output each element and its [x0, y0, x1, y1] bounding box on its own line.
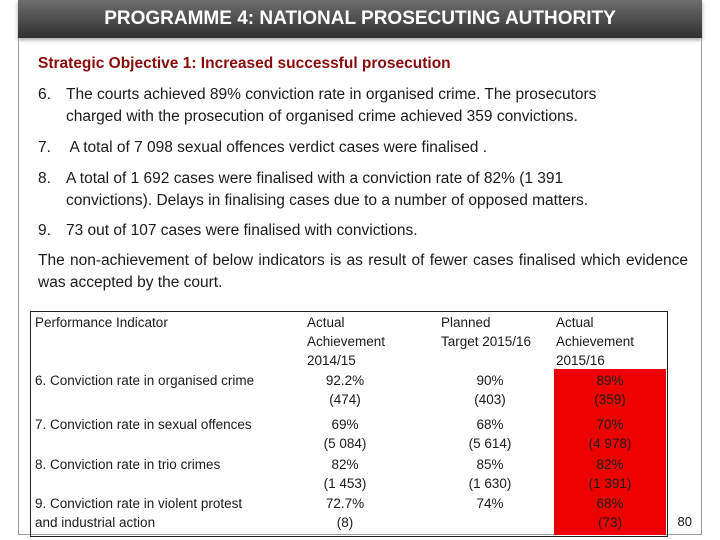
item-text-continued: convictions). Delays in finalising cases due to a number of opposed matters. [66, 192, 589, 209]
header-planned: Planned Target 2015/16 [441, 315, 532, 349]
slide-title: PROGRAMME 4: NATIONAL PROSECUTING AUTHORITY [104, 8, 616, 29]
page-number: 80 [677, 514, 692, 529]
list-item [38, 168, 688, 212]
table-cell-planned: 68% (5 614) [468, 417, 512, 451]
table-cell-actual-prev: 92.2% (474) [325, 373, 365, 407]
item-text: A total of 1 692 cases were finalised with a conviction rate of 82% (1 391 [66, 170, 564, 187]
item-text: The courts achieved 89% conviction rate in organised crime. The prosecutors [66, 86, 597, 103]
table-cell-actual-prev: 69% (5 084) [323, 417, 367, 451]
list-item [38, 220, 688, 242]
list-item [38, 84, 688, 128]
item-text-continued: charged with the prosecution of organised crime achieved 359 convictions. [66, 108, 578, 125]
item-text: A total of 7 098 sexual offences verdict cases were finalised . [66, 139, 488, 156]
header-actual-curr: Actual Achievement 2015/16 [556, 315, 635, 368]
header-actual-prev: Actual Achievement 2014/15 [307, 315, 386, 368]
list-item [38, 137, 688, 159]
table-row-indicator: 9. Conviction rate in violent protest and industrial action [35, 496, 243, 530]
table-cell-planned: 85% (1 630) [468, 457, 512, 491]
table-cell-planned: 90% (403) [474, 373, 506, 407]
table-cell-actual-curr: 68% (73) [596, 496, 624, 530]
item-number: 6. [38, 86, 51, 103]
strategic-objective: Strategic Objective 1: Increased successful prosecution [38, 55, 451, 72]
table-cell-actual-prev: 82% (1 453) [323, 457, 367, 491]
item-number: 9. [38, 222, 51, 239]
item-number: 7. [38, 139, 51, 156]
table-cell-actual-prev: 72.7% (8) [325, 496, 365, 530]
table-cell-actual-curr: 82% (1 391) [588, 457, 632, 491]
table-row-indicator: 7. Conviction rate in sexual offences [35, 417, 252, 432]
table-cell-planned: 74% [476, 496, 504, 511]
explanatory-note: The non-achievement of below indicators is as result of fewer cases finalised which evidence was accepted by the court. [38, 252, 688, 291]
table-cell-actual-curr: 89% (359) [594, 373, 626, 407]
item-text: 73 out of 107 cases were finalised with convictions. [66, 222, 418, 239]
table-row-indicator: 6. Conviction rate in organised crime [35, 373, 255, 388]
item-number: 8. [38, 170, 51, 187]
slide-header [18, 0, 702, 38]
table-row-indicator: 8. Conviction rate in trio crimes [35, 457, 221, 472]
table-cell-actual-curr: 70% (4 978) [588, 417, 632, 451]
header-indicator: Performance Indicator [35, 315, 168, 330]
